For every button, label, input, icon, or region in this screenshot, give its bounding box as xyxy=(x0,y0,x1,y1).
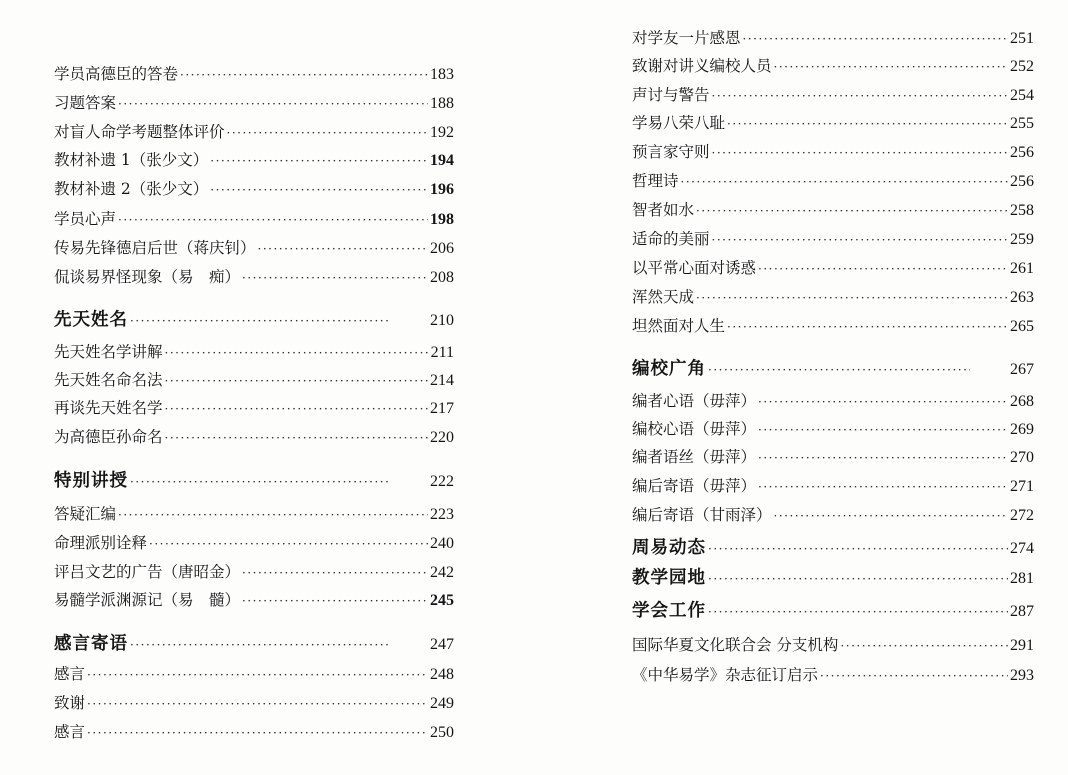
dot-leader xyxy=(165,371,428,391)
toc-entry xyxy=(54,590,454,611)
dot-leader xyxy=(774,506,1008,526)
entry-title: 《中华易学》杂志征订启示 xyxy=(632,666,819,684)
entry-title: 以平常心面对诱惑 xyxy=(632,259,757,277)
page-number: 287 xyxy=(1010,603,1034,620)
toc-entry xyxy=(54,370,454,391)
page-number: 291 xyxy=(1010,637,1034,654)
page-number: 281 xyxy=(1010,570,1034,587)
page-number: 261 xyxy=(1010,260,1034,277)
dot-leader xyxy=(87,723,428,743)
toc-entry xyxy=(54,562,454,583)
section-title: 先天姓名 xyxy=(54,310,128,330)
dot-leader xyxy=(758,448,1008,468)
toc-entry xyxy=(632,171,1034,192)
page-number: 270 xyxy=(1010,449,1034,466)
dot-leader xyxy=(165,428,428,448)
entry-title: 教材补遗 2（张少文） xyxy=(54,180,209,198)
page-number: 250 xyxy=(430,724,454,741)
page-number: 248 xyxy=(430,666,454,683)
dot-leader xyxy=(130,472,390,492)
toc-section-heading xyxy=(54,310,454,331)
entry-title: 学员心声 xyxy=(54,210,117,228)
page-number: 255 xyxy=(1010,115,1034,132)
dot-leader xyxy=(774,57,1008,77)
dot-leader xyxy=(696,201,1008,221)
page-number: 217 xyxy=(430,400,454,417)
page-number: 252 xyxy=(1010,58,1034,75)
page-number: 188 xyxy=(430,95,454,112)
page-number: 211 xyxy=(430,344,454,361)
page-number: 206 xyxy=(430,240,454,257)
dot-leader xyxy=(118,210,428,230)
page-number: 258 xyxy=(1010,202,1034,219)
page-number: 265 xyxy=(1010,318,1034,335)
page-number: 183 xyxy=(430,66,454,83)
toc-entry xyxy=(632,419,1034,440)
dot-leader xyxy=(242,268,428,288)
entry-title: 坦然面对人生 xyxy=(632,317,726,335)
dot-leader xyxy=(130,635,390,655)
dot-leader xyxy=(712,143,1008,163)
page-number: 256 xyxy=(1010,144,1034,161)
page-number: 245 xyxy=(430,592,454,609)
toc-section-heading xyxy=(632,359,1034,380)
toc-entry xyxy=(632,316,1034,337)
toc-entry xyxy=(632,665,1034,686)
entry-title: 编后寄语（毋萍） xyxy=(632,477,757,495)
toc-entry xyxy=(54,398,454,419)
dot-leader xyxy=(258,239,428,259)
toc-entry xyxy=(54,238,454,259)
section-title: 学会工作 xyxy=(632,601,706,621)
entry-title: 编者语丝（毋萍） xyxy=(632,448,757,466)
toc-entry xyxy=(632,142,1034,163)
toc-entry xyxy=(54,209,454,230)
entry-title: 感言 xyxy=(54,665,86,683)
page-number: 240 xyxy=(430,535,454,552)
dot-leader xyxy=(758,392,1008,412)
page-number: 247 xyxy=(430,636,454,653)
toc-section-heading xyxy=(54,471,454,492)
toc-entry xyxy=(632,229,1034,250)
page-number: 196 xyxy=(430,181,454,198)
dot-leader xyxy=(118,505,428,525)
section-title: 感言寄语 xyxy=(54,634,128,654)
toc-entry xyxy=(54,342,454,363)
toc-entry xyxy=(54,179,454,200)
dot-leader xyxy=(210,180,428,200)
page-number: 192 xyxy=(430,124,454,141)
dot-leader xyxy=(87,694,428,714)
toc-entry xyxy=(54,427,454,448)
entry-title: 对学友一片感恩 xyxy=(632,29,741,47)
toc-entry xyxy=(54,504,454,525)
toc-entry xyxy=(632,200,1034,221)
dot-leader xyxy=(727,114,1008,134)
page-number: 251 xyxy=(1010,30,1034,47)
page-number: 220 xyxy=(430,429,454,446)
entry-title: 先天姓名命名法 xyxy=(54,371,163,389)
toc-entry xyxy=(632,635,1034,656)
entry-title: 编校心语（毋萍） xyxy=(632,420,757,438)
toc-entry xyxy=(632,505,1034,526)
entry-title: 侃谈易界怪现象（易 痴） xyxy=(54,268,241,286)
dot-leader xyxy=(820,666,1008,686)
entry-title: 教材补遗 1（张少文） xyxy=(54,151,209,169)
entry-title: 命理派别诠释 xyxy=(54,534,148,552)
dot-leader xyxy=(708,602,1008,622)
toc-entry xyxy=(632,447,1034,468)
page-number: 293 xyxy=(1010,667,1034,684)
entry-title: 易髓学派渊源记（易 髓） xyxy=(54,591,241,609)
dot-leader xyxy=(712,230,1008,250)
page-number: 194 xyxy=(430,152,454,169)
page-number: 223 xyxy=(430,506,454,523)
dot-leader xyxy=(708,360,970,380)
entry-title: 哲理诗 xyxy=(632,172,679,190)
page-number: 256 xyxy=(1010,173,1034,190)
entry-title: 答疑汇编 xyxy=(54,505,117,523)
page-number: 268 xyxy=(1010,393,1034,410)
toc-entry xyxy=(632,113,1034,134)
page-number: 222 xyxy=(430,473,454,490)
page-number: 249 xyxy=(430,695,454,712)
entry-title: 编后寄语（甘雨泽） xyxy=(632,506,772,524)
toc-entry xyxy=(54,150,454,171)
entry-title: 致谢对讲义编校人员 xyxy=(632,57,772,75)
dot-leader xyxy=(149,534,428,554)
section-title: 周易动态 xyxy=(632,538,706,558)
toc-entry xyxy=(632,476,1034,497)
entry-title: 编者心语（毋萍） xyxy=(632,392,757,410)
dot-leader xyxy=(242,563,428,583)
page-number: 210 xyxy=(430,312,454,329)
toc-section-heading xyxy=(54,634,454,655)
entry-title: 对盲人命学考题整体评价 xyxy=(54,123,225,141)
section-title: 特别讲授 xyxy=(54,471,128,491)
entry-title: 为高德臣孙命名 xyxy=(54,428,163,446)
entry-title: 感言 xyxy=(54,723,86,741)
page-number: 214 xyxy=(430,372,454,389)
toc-entry xyxy=(632,56,1034,77)
toc-entry xyxy=(54,64,454,85)
toc-entry xyxy=(632,258,1034,279)
entry-title: 学员高德臣的答卷 xyxy=(54,65,179,83)
page-number: 263 xyxy=(1010,289,1034,306)
entry-title: 智者如水 xyxy=(632,201,695,219)
toc-entry xyxy=(54,722,454,743)
dot-leader xyxy=(130,311,390,331)
page-number: 269 xyxy=(1010,421,1034,438)
dot-leader xyxy=(758,477,1008,497)
toc-section-heading xyxy=(632,568,1034,589)
dot-leader xyxy=(681,172,1008,192)
dot-leader xyxy=(165,399,428,419)
entry-title: 适命的美丽 xyxy=(632,230,710,248)
page-number: 208 xyxy=(430,269,454,286)
page-number: 271 xyxy=(1010,478,1034,495)
entry-title: 再谈先天姓名学 xyxy=(54,399,163,417)
page-number: 254 xyxy=(1010,87,1034,104)
entry-title: 声讨与警告 xyxy=(632,86,710,104)
page-number: 272 xyxy=(1010,507,1034,524)
entry-title: 学易八荣八耻 xyxy=(632,114,726,132)
section-title: 编校广角 xyxy=(632,359,706,379)
dot-leader xyxy=(227,123,428,143)
dot-leader xyxy=(242,591,428,611)
dot-leader xyxy=(758,259,1008,279)
dot-leader xyxy=(708,539,1008,559)
toc-entry xyxy=(632,391,1034,412)
dot-leader xyxy=(743,29,1008,49)
page-number: 198 xyxy=(430,211,454,228)
toc-entry xyxy=(54,93,454,114)
toc-section-heading xyxy=(632,601,1034,622)
section-title: 教学园地 xyxy=(632,568,706,588)
toc-entry xyxy=(54,122,454,143)
dot-leader xyxy=(712,86,1008,106)
toc-entry xyxy=(632,28,1034,49)
dot-leader xyxy=(118,94,428,114)
page-number: 267 xyxy=(1010,361,1034,378)
page-number: 259 xyxy=(1010,231,1034,248)
dot-leader xyxy=(180,65,428,85)
dot-leader xyxy=(840,636,1008,656)
entry-title: 先天姓名学讲解 xyxy=(54,343,163,361)
toc-entry xyxy=(632,287,1034,308)
toc-entry xyxy=(54,533,454,554)
toc-entry xyxy=(54,267,454,288)
entry-title: 预言家守则 xyxy=(632,143,710,161)
dot-leader xyxy=(696,288,1008,308)
dot-leader xyxy=(708,569,1008,589)
page-number: 242 xyxy=(430,564,454,581)
entry-title: 评吕文艺的广告（唐昭金） xyxy=(54,563,241,581)
dot-leader xyxy=(165,343,429,363)
toc-entry xyxy=(632,85,1034,106)
toc-entry xyxy=(54,693,454,714)
dot-leader xyxy=(210,151,428,171)
entry-title: 习题答案 xyxy=(54,94,117,112)
toc-section-heading xyxy=(632,538,1034,559)
entry-title: 浑然天成 xyxy=(632,288,695,306)
entry-title: 国际华夏文化联合会 分支机构 xyxy=(632,636,839,654)
entry-title: 致谢 xyxy=(54,694,86,712)
toc-entry xyxy=(54,664,454,685)
entry-title: 传易先锋德启后世（蒋庆钊） xyxy=(54,239,256,257)
dot-leader xyxy=(87,665,428,685)
dot-leader xyxy=(727,317,1008,337)
page-number: 274 xyxy=(1010,540,1034,557)
dot-leader xyxy=(758,420,1008,440)
